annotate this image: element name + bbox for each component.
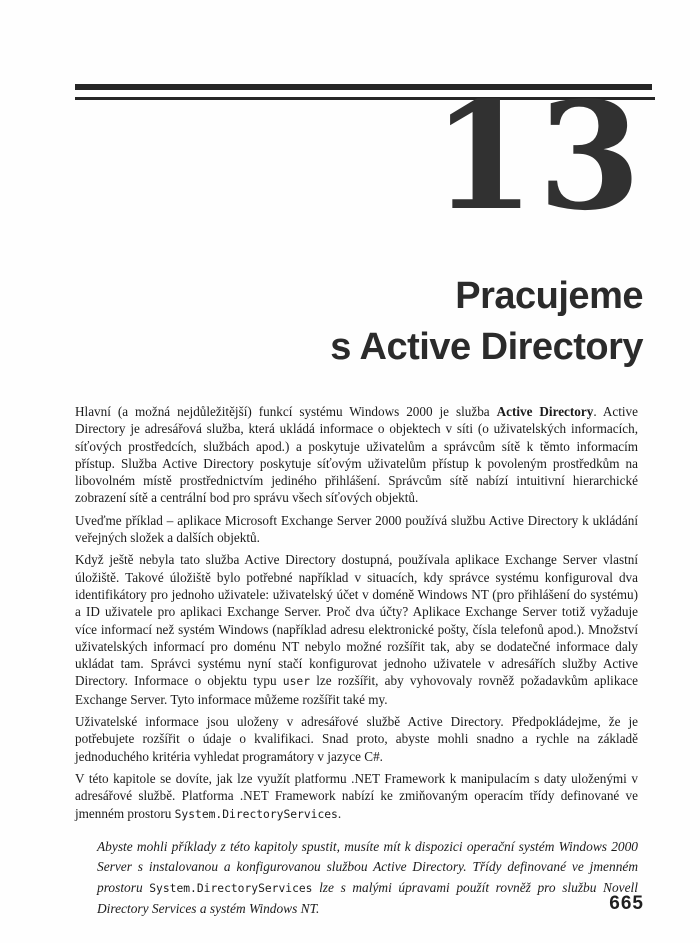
body-paragraph bbox=[75, 713, 638, 765]
body-paragraphs bbox=[75, 403, 638, 823]
text-segment: Uživatelské informace jsou uloženy v adresářové službě Active Directory. Předpokládejme, že je potřebujete rozšířit o údaje o kvalifikaci. Snad proto, abyste mohli snadno a rychle na základě jednoduchého kritéria vyhledat programátory v jazyce C#. bbox=[75, 714, 638, 764]
chapter-number: 13 bbox=[432, 69, 644, 243]
body-paragraph bbox=[75, 512, 638, 547]
text-segment: . Active Directory je adresářová služba, která ukládá informace o objektech v síti (o uživatelských informacích, síťových prostředcích, službách apod.) a poskytuje uživatelům a správcům sítě k těmto informacím přístup. Služba Active Directory poskytuje síťovým uživatelům přístup k povoleným prostředkům na libovolném místě prostřednictvím jediného přihlášení. Správcům sítě nabízí intuitivní hierarchické zobrazení sítě a centrální bod pro správu všech síťových objektů. bbox=[75, 404, 638, 506]
chapter-title bbox=[330, 271, 643, 373]
text-segment: lze s malými úpravami použít rovněž pro službu Novell Directory Services a systém Windows NT. bbox=[97, 879, 638, 917]
text-segment: lze rozšířit, aby vyhovovaly rovněž požadavkům aplikace Exchange Server. Tyto informace můžeme rozšířit také my. bbox=[75, 673, 638, 707]
text-segment: Abyste mohli příklady z této kapitoly spustit, musíte mít k dispozici operační systém Windows 2000 Server s instalovanou a konfigurovanou službou Active Directory. Třídy definované ve jmenném prostoru bbox=[97, 838, 638, 895]
body-text bbox=[75, 403, 638, 920]
body-paragraph bbox=[75, 770, 638, 823]
code-inline: System.DirectoryServices bbox=[174, 807, 338, 821]
text-segment: Když ještě nebyla tato služba Active Directory dostupná, používala aplikace Exchange Server vlastní úložiště. Takové úložiště bylo potřebné například v situacích, kdy správce systému konfiguroval dva identifikátory pro jednoho uživatele: uživatelský účet v doméně Windows NT (pro přihlášení do systému) a ID uživatele pro aplikaci Exchange Server. Proč dva účty? Aplikace Exchange Server totiž vyžaduje více informací než systém Windows (například adresu elektronické pošty, čísla telefonů apod.). Množství uživatelských informací pro doménu NT nebylo možné rozšířit tak, aby se dodatečné informace daly ukládat tam. Správci systému nyní stačí konfigurovat jednoho uživatele v adresářích služby Active Directory. Informace o objektu typu bbox=[75, 552, 638, 689]
requirements-note bbox=[97, 837, 638, 920]
text-segment: V této kapitole se dovíte, jak lze využít platformu .NET Framework k manipulacím s daty uloženými v adresářové službě. Platforma .NET Framework nabízí ke zmiňovaným operacím třídy definované ve jmenném prostoru bbox=[75, 770, 638, 821]
body-paragraph bbox=[75, 403, 638, 507]
text-segment: . bbox=[337, 805, 342, 821]
code-inline: System.DirectoryServices bbox=[149, 881, 313, 895]
code-inline: user bbox=[282, 675, 311, 689]
text-segment: Uveďme příklad – aplikace Microsoft Exchange Server 2000 používá službu Active Directory k ukládání veřejných složek a dalších objektů. bbox=[75, 512, 638, 546]
text-segment: Active Directory bbox=[496, 404, 594, 419]
body-paragraph bbox=[75, 551, 638, 708]
chapter-title-line1: Pracujeme bbox=[455, 275, 643, 317]
chapter-title-line2: s Active Directory bbox=[330, 326, 643, 368]
page-number: 665 bbox=[609, 893, 644, 914]
text-segment: Hlavní (a možná nejdůležitější) funkcí systému Windows 2000 je služba bbox=[75, 404, 497, 419]
